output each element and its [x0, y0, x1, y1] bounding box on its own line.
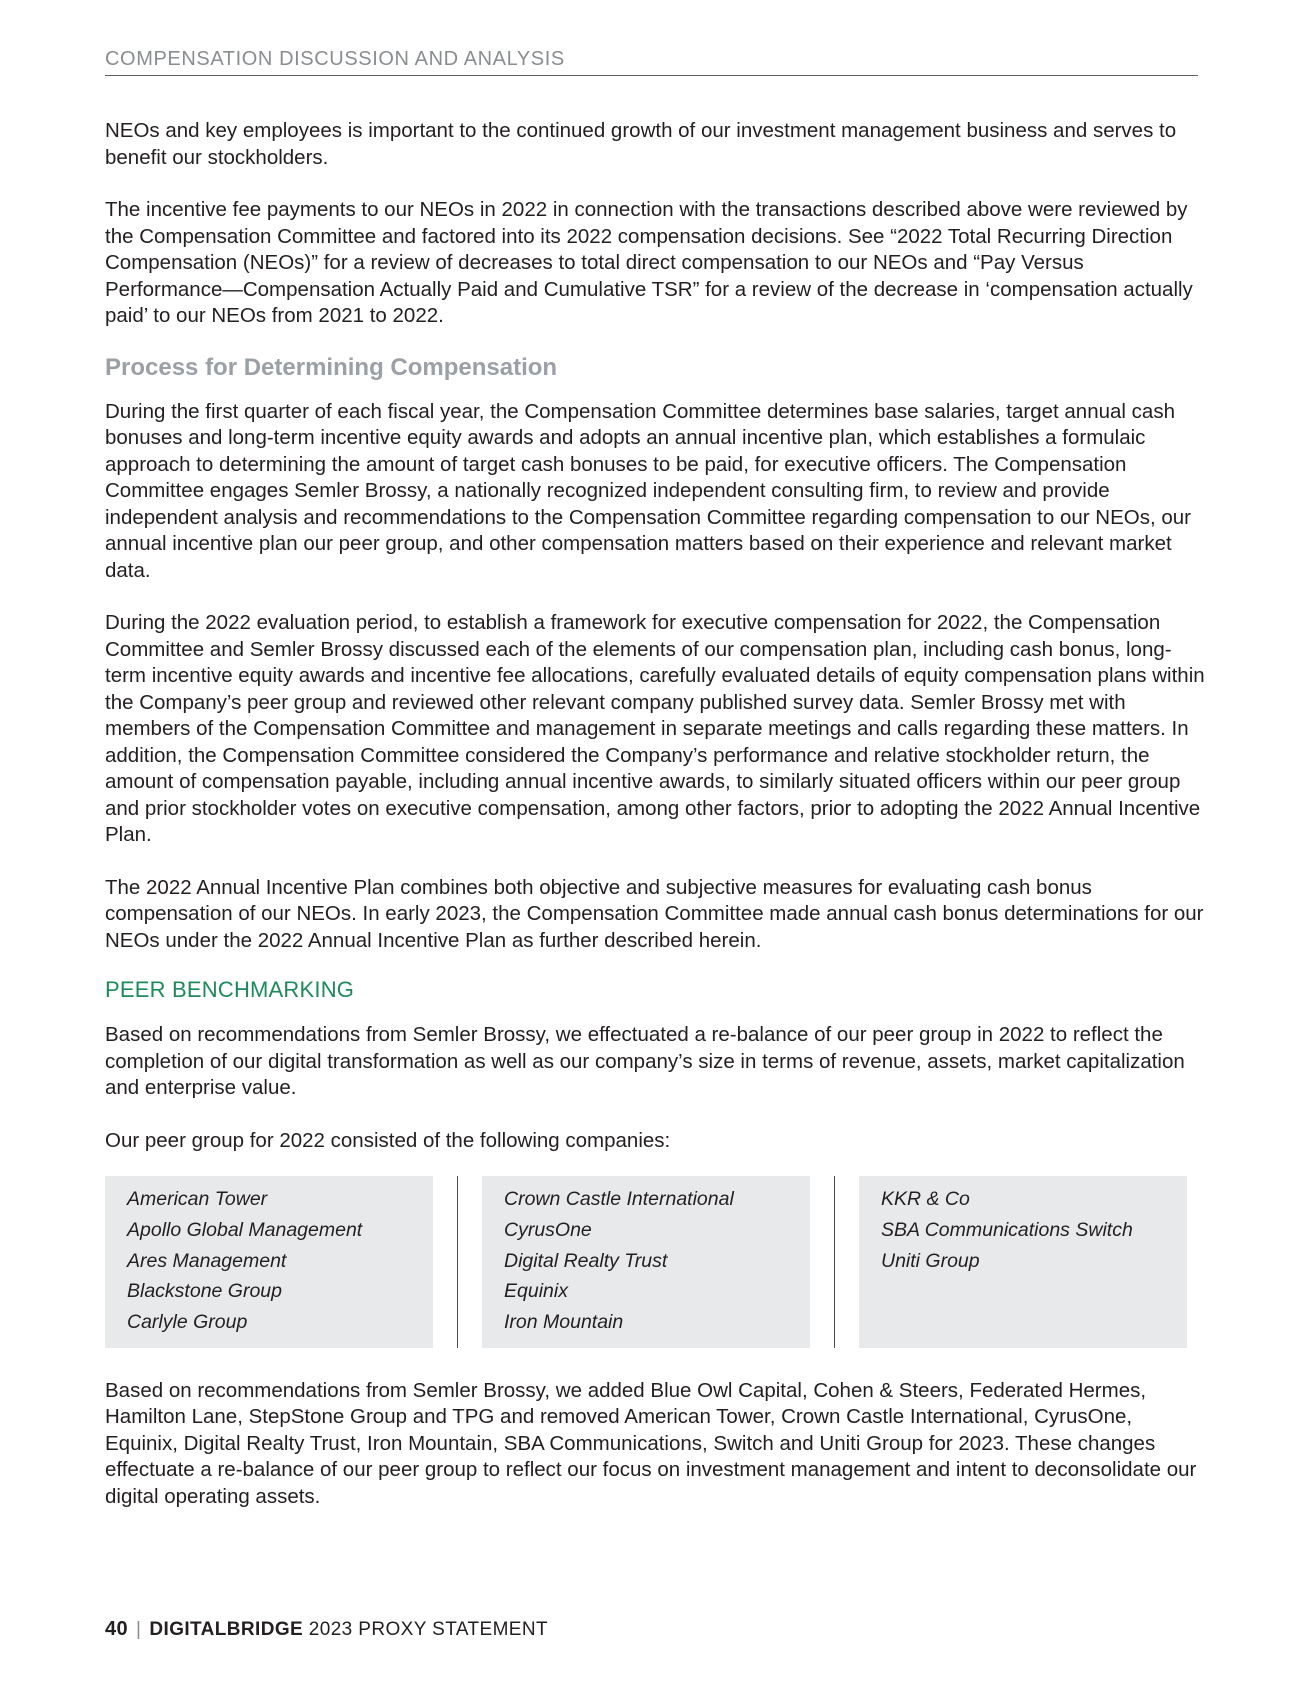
peer-company: SBA Communications Switch: [881, 1218, 1133, 1241]
paragraph-peer-intro: Our peer group for 2022 consisted of the following companies:: [105, 1128, 671, 1152]
peer-company: Carlyle Group: [127, 1311, 248, 1334]
paragraph-incentive-fee: The incentive fee payments to our NEOs in 2022 in connection with the transactions described above were reviewed by the Compensation Committee and factored into its 2022 compensation decisions. See “2022 Total Recurring Direction Compensation (NEOs)” for a review of decreases to total direct compensation to our NEOs and “Pay Versus Performance—Compensation Actually Paid and Cumulative TSR” for a review of the decrease in ‘compensation actually paid’ to our NEOs from 2021 to 2022.: [105, 198, 1193, 327]
subsection-title: PEER BENCHMARKING: [105, 977, 355, 1002]
peer-company: Crown Castle International: [504, 1188, 734, 1210]
peer-company: Apollo Global Management: [127, 1218, 363, 1241]
running-head: COMPENSATION DISCUSSION AND ANALYSIS: [105, 48, 1198, 76]
footer-separator: |: [136, 1619, 142, 1640]
paragraph-neo-continued: NEOs and key employees is important to the continued growth of our investment management business and serves to benefit our stockholders.: [105, 119, 1177, 169]
paragraph-evaluation-period: During the 2022 evaluation period, to establish a framework for executive compensation for 2022, the Compensation Committee and Semler Brossy discussed each of the elements of our compensation plan, including cash bonus, long-term incentive equity awards and incentive fee allocations, carefully evaluated details of equity compensation plans within the Company’s peer group and reviewed other relevant company published survey data. Semler Brossy met with members of the Compensation Committee and management in separate meetings and calls regarding these matters. In addition, the Compensation Committee considered the Company’s performance and relative stockholder return, the amount of compensation payable, including annual incentive awards, to similarly situated officers within our peer group and prior stockholder votes on executive compensation, among other factors, prior to adopting the 2022 Annual Incentive Plan.: [105, 611, 1205, 846]
paragraph-2023-changes: Based on recommendations from Semler Brossy, we added Blue Owl Capital, Cohen & Steers, Federated Hermes, Hamilton Lane, StepStone Group and TPG and removed American Tower, Crown Castle International, CyrusOne, Equinix, Digital Realty Trust, Iron Mountain, SBA Communications, Switch and Uniti Group for 2023. These changes effectuate a re-balance of our peer group to reflect our focus on investment management and intent to deconsolidate our digital operating assets.: [105, 1378, 1197, 1508]
peer-group-table: [105, 1176, 1187, 1348]
paragraph-rebalance: Based on recommendations from Semler Brossy, we effectuated a re-balance of our peer group in 2022 to reflect the completion of our digital transformation as well as our company’s size in terms of revenue, assets, market capitalization and enterprise value.: [105, 1023, 1185, 1099]
footer-brand: DIGITALBRIDGE: [149, 1619, 304, 1640]
paragraph-first-quarter: During the first quarter of each fiscal year, the Compensation Committee determines base salaries, target annual cash bonuses and long-term incentive equity awards and adopts an annual incentive plan, which establishes a formulaic approach to determining the amount of target cash bonuses to be paid, for executive officers. The Compensation Committee engages Semler Brossy, a nationally recognized independent consulting firm, to review and provide independent analysis and recommendations to the Compensation Committee regarding compensation to our NEOs, our annual incentive plan our peer group, and other compensation matters based on their experience and relevant market data.: [105, 399, 1191, 582]
peer-company: American Tower: [127, 1188, 268, 1210]
peer-company: Digital Realty Trust: [504, 1249, 668, 1272]
page-footer: [105, 1618, 548, 1641]
peer-company: Iron Mountain: [504, 1311, 624, 1334]
content: [105, 118, 1205, 1536]
column-divider: [834, 1176, 835, 1348]
peer-company: KKR & Co: [881, 1188, 970, 1210]
page-number: 40: [105, 1618, 129, 1640]
footer-doc-title: 2023 PROXY STATEMENT: [308, 1619, 549, 1640]
paragraph-annual-incentive-plan: The 2022 Annual Incentive Plan combines both objective and subjective measures for evaluating cash bonus compensation of our NEOs. In early 2023, the Compensation Committee made annual cash bonus determinations for our NEOs under the 2022 Annual Incentive Plan as further described herein.: [105, 875, 1204, 952]
peer-company: Equinix: [504, 1280, 568, 1303]
peer-company: Blackstone Group: [127, 1280, 283, 1303]
peer-column-1: [105, 1176, 433, 1348]
peer-company: CyrusOne: [504, 1218, 592, 1241]
peer-column-3: [859, 1176, 1187, 1348]
column-divider: [457, 1176, 458, 1348]
peer-company: Uniti Group: [881, 1249, 980, 1272]
peer-column-2: [482, 1176, 810, 1348]
section-title: Process for Determining Compensation: [105, 353, 558, 381]
peer-company: Ares Management: [127, 1249, 287, 1272]
